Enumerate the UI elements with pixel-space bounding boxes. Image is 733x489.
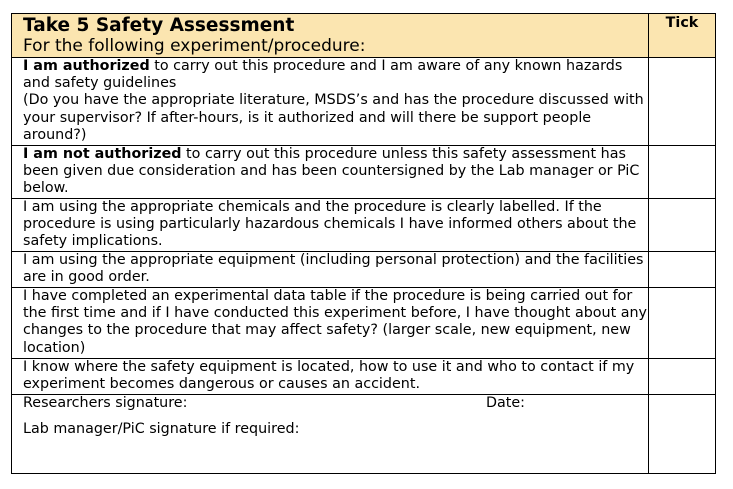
tick-column-header: Tick [649, 14, 716, 58]
checklist-row [12, 199, 716, 252]
checklist-item-chemicals [12, 199, 649, 252]
item-text: to carry out this procedure and I am aware of any known hazards and safety guidelines [23, 58, 623, 92]
form-title: Take 5 Safety Assessment [23, 15, 295, 36]
item-extra-text: (Do you have the appropriate literature, MSDS’s and has the procedure discussed with your supervisor? If after-hours, is it authorized and will there be support people around?) [23, 92, 644, 143]
researcher-signature-label: Researchers signature: [23, 395, 188, 411]
researcher-signature-line[interactable] [23, 395, 648, 413]
checklist-row [12, 252, 716, 288]
checklist-row [12, 146, 716, 199]
item-text: I have completed an experimental data table if the procedure is being carried out for the first time and if I have conducted this experiment before, I have thought about any changes to the procedure that may affect safety? (larger scale, new equipment, new location) [23, 288, 648, 356]
date-label: Date: [486, 395, 525, 411]
signature-row [12, 395, 716, 474]
form-subtitle: For the following experiment/procedure: [23, 36, 366, 56]
safety-assessment-table [11, 13, 716, 474]
checklist-row [12, 58, 716, 146]
tick-box[interactable] [649, 252, 716, 288]
item-text: to carry out this procedure unless this safety assessment has been given due consideration and has been countersigned by the Lab manager or PiC below. [23, 146, 640, 197]
header-row [12, 14, 716, 58]
checklist-row [12, 359, 716, 395]
item-bold-lead: I am not authorized [23, 146, 182, 162]
checklist-row [12, 288, 716, 359]
checklist-item-safety-equipment [12, 359, 649, 395]
lab-manager-signature-label[interactable]: Lab manager/PiC signature if required: [23, 421, 300, 437]
tick-box[interactable] [649, 288, 716, 359]
header-cell [12, 14, 649, 58]
item-text: I know where the safety equipment is located, how to use it and who to contact if my experiment becomes dangerous or causes an accident. [23, 359, 635, 393]
tick-box[interactable] [649, 359, 716, 395]
checklist-item-authorized [12, 58, 649, 146]
checklist-item-data-table [12, 288, 649, 359]
tick-box[interactable] [649, 146, 716, 199]
tick-box[interactable] [649, 58, 716, 146]
tick-box[interactable] [649, 395, 716, 474]
signature-cell [12, 395, 649, 474]
item-bold-lead: I am authorized [23, 58, 150, 74]
item-text: I am using the appropriate equipment (including personal protection) and the facilities are in good order. [23, 252, 644, 286]
item-text: I am using the appropriate chemicals and the procedure is clearly labelled. If the procedure is using particularly hazardous chemicals I have informed others about the safety implications. [23, 199, 637, 250]
checklist-item-not-authorized [12, 146, 649, 199]
checklist-item-equipment [12, 252, 649, 288]
tick-box[interactable] [649, 199, 716, 252]
